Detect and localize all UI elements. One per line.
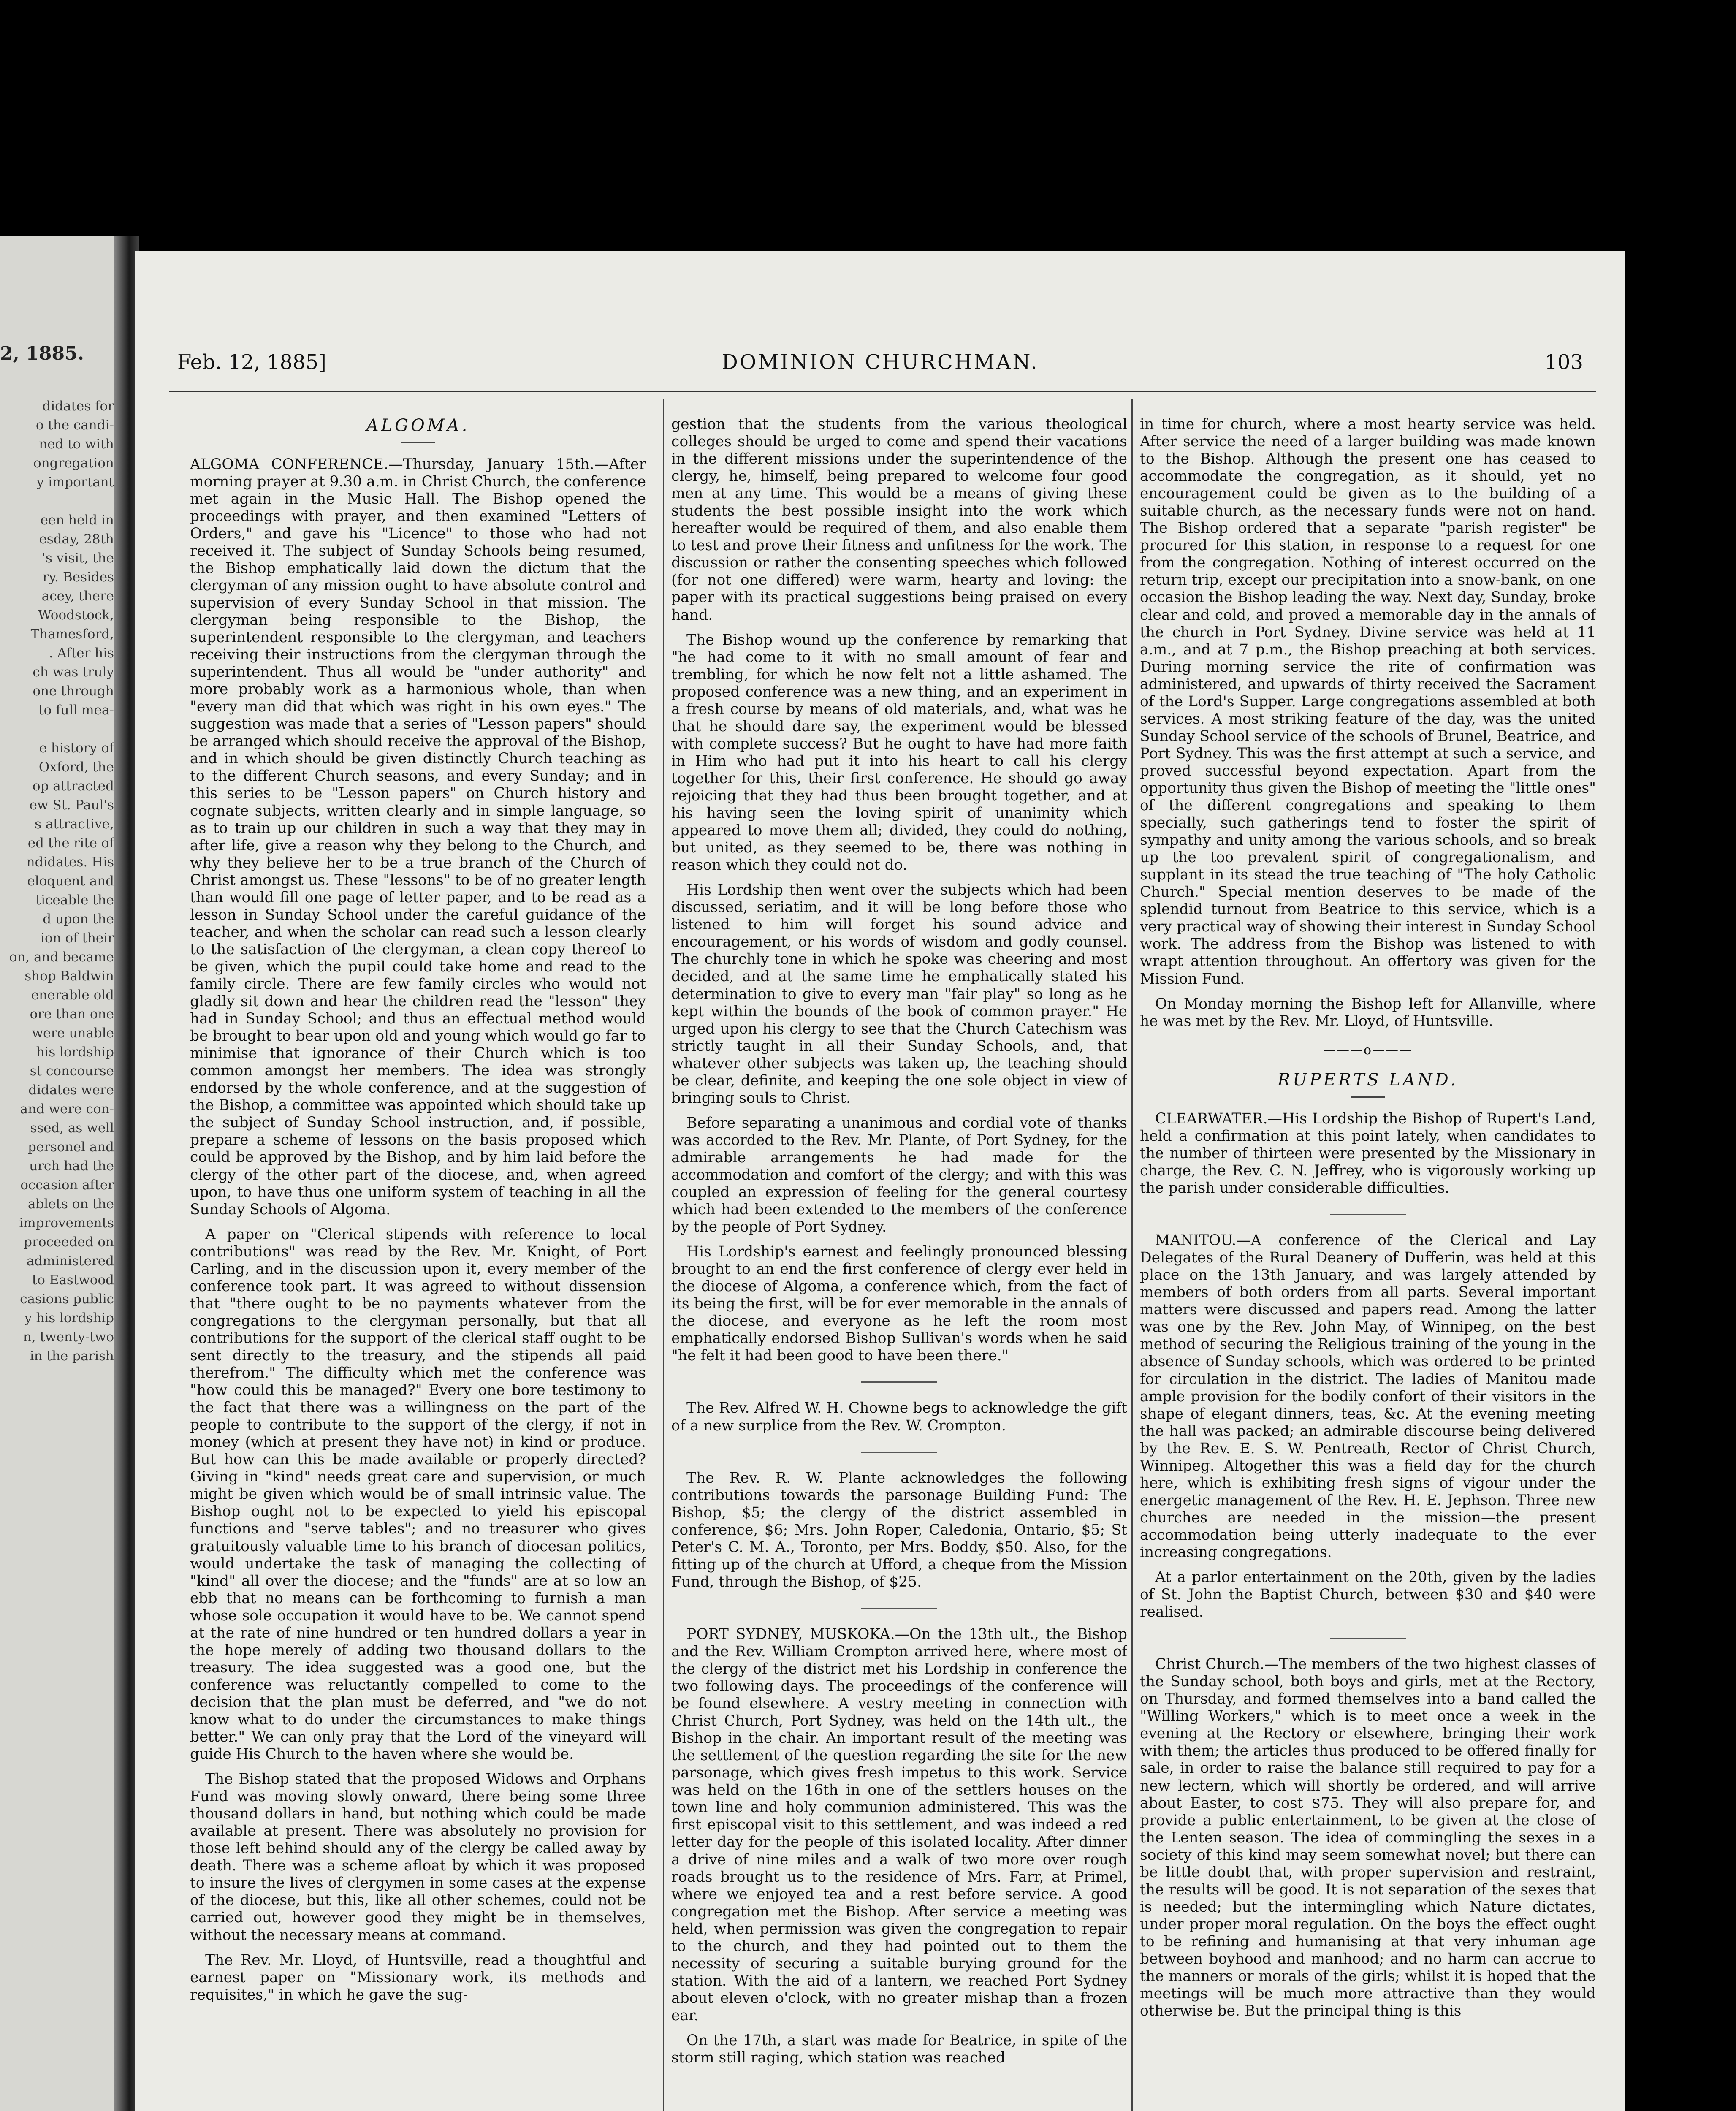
section-separator: ———o——— [1323, 1042, 1413, 1058]
facing-page-line: ablets on the [27, 1197, 114, 1212]
facing-page-line: ion of their [41, 931, 114, 946]
article-paragraph: MANITOU.—A conference of the Clerical and Lay Delegates of the Rural Deanery of Dufferin, was held at this place on the 13th January, and was largely attended by members of both orders from all parts. Several important matters were discussed and papers read. Among the latter was one by the Rev. John May, of Winnipeg, on the best method of securing the Religious training of the young in the absence of Sunday schools, which was ordered to be printed for circulation in the district. The ladies of Manitou made ample provision for the bodily confort of their visitors in the shape of elegant dinners, teas, &c. At the evening meeting the hall was packed; an admirable discourse being delivered by the Rev. E. S. W. Pentreath, Rector of Christ Church, Winnipeg. Altogether this was a field day for the church here, which is exhibiting fresh signs of vigour under the energetic management of the Rev. H. E. Jephson. Three new churches are needed in the mission—the present accommodation being utterly inadequate to the ever increasing congregations. [1140, 1232, 1596, 1561]
facing-page-line: y important [36, 475, 114, 490]
facing-page-line: ndidates. His [26, 855, 114, 870]
facing-page-fragment [0, 236, 114, 2111]
article-paragraph: PORT SYDNEY, MUSKOKA.—On the 13th ult., the Bishop and the Rev. William Crompton arrived here, where most of the clergy of the district met his Lordship in conference the two following days. The proceedings of the conference will be found elsewhere. A vestry meeting in connection with Christ Church, Port Sydney, was held on the 14th ult., the Bishop in the chair. An important result of the meeting was the settlement of the question regarding the site for the new parsonage, which gives fresh impetus to this work. Service was held on the 16th in one of the settlers houses on the town line and holy communion administered. This was the first episcopal visit to this settlement, and was indeed a red letter day for the people of this isolated locality. After dinner a drive of nine miles and a walk of two more over rough roads brought us to the residence of Mrs. Farr, at Primel, where we enjoyed tea and a rest before service. A good congregation met the Bishop. After service a meeting was held, when permission was given the congregation to repair to the church, and they had pointed out to them the necessity of securing a suitable burying ground for the station. With the aid of a lantern, we reached Port Sydney about eleven o'clock, with no greater mishap than a frozen ear. [671, 1625, 1127, 2024]
facing-page-line: administered [26, 1254, 114, 1269]
article-separator [1330, 1214, 1406, 1215]
article-paragraph: The Bishop wound up the conference by remarking that "he had come to it with no small amount of fear and trembling, for which he now felt not a little ashamed. The proposed conference was a new thing, and an experiment in a fresh course by means of old materials, and, what was he that he should dare say, the experiment would be blessed with complete success? But he ought to have had more faith in Him who had put it into his heart to call his clergy together for this, their first conference. He should go away rejoicing that they had thus been brought together, and at his having seen the loving spirit of unanimity which appeared to move them all; divided, they could do nothing, but united, as they seemed to be, there was nothing in reason which they could not do. [671, 631, 1127, 874]
heading-dash [401, 442, 435, 443]
page-number: 103 [1544, 350, 1583, 374]
facing-page-line: een held in [40, 513, 114, 528]
facing-page-line: on, and became [9, 950, 114, 965]
facing-page-line: . After his [49, 646, 114, 661]
facing-page-line: ticeable the [35, 893, 114, 908]
facing-page-line: st concourse [30, 1064, 114, 1079]
facing-page-line: ry. Besides [43, 570, 114, 585]
facing-page-line: ore than one [30, 1007, 114, 1022]
newspaper-page [135, 251, 1625, 2111]
facing-page-line: d upon the [43, 912, 114, 927]
facing-page-line: s attractive, [35, 817, 114, 832]
column-3 [1140, 416, 1596, 2111]
facing-page-line: casions public [20, 1292, 114, 1307]
facing-page-line [0, 720, 114, 739]
facing-page-line: ssed, as well [30, 1121, 114, 1136]
facing-page-line: e history of [39, 741, 114, 756]
facing-page-line: acey, there [41, 589, 114, 604]
facing-page-line: ned to with [39, 437, 114, 452]
article-paragraph: gestion that the students from the various theological colleges should be urged to come and spend their vacations in the different missions under the superintendence of the clergy, he, himself, being prepared to welcome four good men at any time. This would be a means of giving these students the best possible insight into the work which hereafter would be required of them, and also enable them to test and prove their fitness and unfitness for the work. The discussion or rather the consenting speeches which followed (for not one differed) were warm, hearty and loving: the paper with its practical suggestions being praised on every hand. [671, 416, 1127, 624]
article-separator [861, 1608, 937, 1609]
page-header [177, 350, 1583, 380]
heading-dash [1351, 1096, 1385, 1098]
article-paragraph: On the 17th, a start was made for Beatrice, in spite of the storm still raging, which station was reached [671, 2032, 1127, 2067]
facing-page-date: 2, 1885. [0, 343, 84, 364]
article-paragraph: Christ Church.—The members of the two highest classes of the Sunday school, both boys and girls, met at the Rectory, on Thursday, and formed themselves into a band called the "Willing Workers," which is to meet once a week in the evening at the Rectory or elsewhere, bringing their work with them; the articles thus produced to be offered finally for sale, in order to raise the balance still required to pay for a new lectern, which will shortly be ordered, and will arrive about Easter, to cost $75. They will also prepare for, and provide a public entertainment, to be given at the close of the Lenten season. The idea of commingling the sexes in a society of this kind may seem somewhat novel; but there can be little doubt that, with proper supervision and restraint, the results will be good. It is not separation of the sexes that is needed; but the intermingling which Nature dictates, under proper moral regulation. On the boys the effect ought to be refining and humanising at that very inhuman age between boyhood and manhood; and no harm can accrue to the manners or morals of the girls; whilst it is hoped that the meetings will be much more attractive than they would otherwise be. But the principal thing is this [1140, 1656, 1596, 2020]
column-1 [190, 416, 646, 2111]
column-rule-2 [1131, 399, 1133, 2111]
facing-page-line: proceeded on [24, 1235, 114, 1250]
facing-page-text [0, 397, 114, 1366]
article-paragraph: ALGOMA CONFERENCE.—Thursday, January 15th.—After morning prayer at 9.30 a.m. in Christ Church, the conference met again in the Music Hall. The Bishop opened the proceedings with prayer, and then examined "Letters of Orders," and gave his "Licence" to those who had not received it. The subject of Sunday Schools being resumed, the Bishop emphatically laid down the dictum that the clergyman of any mission ought to have absolute control and supervision of every Sunday School in that mission. The clergyman being responsible to the Bishop, the superintendent responsible to the clergyman, and teachers receiving their instructions from the clergyman through the superintendent. Thus all would be "under authority" and more probably work as a harmonious whole, than when "every man did that which was right in his own eyes." The suggestion was made that a series of "Lesson papers" should be arranged which should receive the approval of the Bishop, and in which should be given distinctly Church teaching as to the different Church seasons, and every Sunday; and in this series to be "Lesson papers" on Church history and cognate subjects, written clearly and in simple language, so as to train up our children in such a way that they may in after life, give a reason why they belong to the Church, and why they believe her to be a true branch of the Church of Christ amongst us. These "lessons" to be of no greater length than would fill one page of letter paper, and to be read as a lesson in Sunday School under the careful guidance of the teacher, and when the scholar can read such a lesson clearly to the satisfaction of the clergyman, a clean copy thereof to be given, which the pupil could take home and read to the family circle. There are few family circles who would not gladly sit down and hear the children read the "lesson" they had in Sunday School; and thus an effectual method would be brought to bear upon old and young which would go far to minimise that ignorance of their Church which is too common amongst her members. The idea was strongly endorsed by the whole conference, and at the suggestion of the Bishop, a committee was appointed which should take up the subject of Sunday School instruction, and, if possible, prepare a scheme of lessons on the basis proposed which could be approved by the Bishop, and by him laid before the clergy of the other part of the diocese, and, when agreed upon, to have thus one uniform system of teaching in all the Sunday Schools of Algoma. [190, 456, 646, 1218]
article-paragraph: His Lordship's earnest and feelingly pronounced blessing brought to an end the first conference of clergy ever held in the diocese of Algoma, a conference which, from the fact of its being the first, will be for ever memorable in the annals of the diocese, and everyone as he left the room most emphatically endorsed Bishop Sullivan's words when he said "he felt it had been good to have been there." [671, 1243, 1127, 1365]
article-separator [1330, 1638, 1406, 1639]
facing-page-line: improvements [19, 1216, 114, 1231]
facing-page-line: to full mea- [38, 703, 114, 718]
facing-page-line: enerable old [31, 988, 114, 1003]
facing-page-line: esday, 28th [39, 532, 114, 547]
facing-page-line: eloquent and [27, 874, 114, 889]
facing-page-line: urch had the [29, 1159, 114, 1174]
issue-date: Feb. 12, 1885] [177, 350, 326, 374]
article-separator [861, 1452, 937, 1453]
facing-page-line: op attracted [32, 779, 114, 794]
facing-page-line: Woodstock, [38, 608, 114, 623]
facing-page-line: one through [33, 684, 114, 699]
notice-paragraph: The Rev. R. W. Plante acknowledges the following contributions towards the parsonage Building Fund: The Bishop, $5; the clergy of the district assembled in conference, $6; Mrs. John Roper, Caledonia, Ontario, $5; St Peter's C. M. A., Toronto, per Mrs. Boddy, $50. Also, for the fitting up of the church at Ufford, a cheque from the Mission Fund, through the Bishop, of $25. [671, 1469, 1127, 1590]
facing-page-line: shop Baldwin [24, 969, 114, 984]
facing-page-line: and were con- [20, 1102, 114, 1117]
article-paragraph: Before separating a unanimous and cordial vote of thanks was accorded to the Rev. Mr. Plante, of Port Sydney, for the admirable arrangements he had made for the accommodation and comfort of the clergy; and with this was coupled an expression of feeling for the general courtesy which had been extended to the members of the conference by the people of Port Sydney. [671, 1114, 1127, 1236]
facing-page-line: y his lordship [24, 1311, 114, 1326]
facing-page-line: 's visit, the [42, 551, 114, 566]
facing-page-line: occasion after [20, 1178, 114, 1193]
facing-page-line: didates were [28, 1083, 114, 1098]
article-paragraph: On Monday morning the Bishop left for Allanville, where he was met by the Rev. Mr. Lloyd, of Huntsville. [1140, 995, 1596, 1030]
article-paragraph: CLEARWATER.—His Lordship the Bishop of Rupert's Land, held a confirmation at this point lately, when candidates to the number of thirteen were presented by the Missionary in charge, the Rev. C. N. Jeffrey, who is vigorously working up the parish under considerable difficulties. [1140, 1110, 1596, 1197]
article-paragraph: The Bishop stated that the proposed Widows and Orphans Fund was moving slowly onward, there being some three thousand dollars in hand, but nothing which could be made available at present. There was absolutely no provision for those left behind should any of the clergy be called away by death. There was a scheme afloat by which it was proposed to insure the lives of clergymen in some cases at the expense of the diocese, but this, like all other schemes, could not be carried out, however good they might be in themselves, without the necessary means at command. [190, 1771, 646, 1944]
facing-page-line: ed the rite of [27, 836, 114, 851]
facing-page-line: were unable [32, 1026, 114, 1041]
header-rule [169, 391, 1596, 392]
article-paragraph: His Lordship then went over the subjects which had been discussed, seriatim, and it will be long before those who listened to him will forget his sound advice and encouragement, or his words of wisdom and godly counsel. The churchly tone in which he spoke was cheering and most decided, and at the same time he emphatically stated his determination to give to every man "fair play" so long as he kept within the bounds of the book of common prayer." He urged upon his clergy to see that the Church Catechism was strictly taught in all their Sunday Schools, and, that whatever other subjects was taken up, the teaching should be clear, definite, and keeping the one sole object in view of bringing souls to Christ. [671, 882, 1127, 1107]
facing-page-line: o the candi- [35, 418, 114, 433]
facing-page-line: n, twenty-two [23, 1330, 114, 1345]
publication-title: DOMINION CHURCHMAN. [722, 350, 1039, 374]
article-paragraph: At a parlor entertainment on the 20th, given by the ladies of St. John the Baptist Church, between $30 and $40 were realised. [1140, 1569, 1596, 1621]
article-paragraph: A paper on "Clerical stipends with reference to local contributions" was read by the Rev. Mr. Knight, of Port Carling, and in the discussion upon it, every member of the conference took part. It was agreed to without dissension that "there ought to be no payments whatever from the congregations to the clergyman personally, but that all contributions for the support of the clerical staff ought to be sent directly to the treasury, and the stipends all paid therefrom." The difficulty which met the conference was "how could this be managed?" Every one bore testimony to the fact that there was a willingness on the part of the people to contribute to the support of the clergy, if not in money (which at present they have not) in kind or produce. But how can this be made available or properly directed? Giving in "kind" needs great care and supervision, or much might be given which would be of small intrinsic value. The Bishop ought not to be expected to yield his episcopal functions and "serve tables"; and no treasurer who gives gratuitously valuable time to his branch of diocesan politics, would undertake the task of managing the collecting of "kind" all over the diocese; and the "funds" are at so low an ebb that no means can be forthcoming to furnish a man whose sole occupation it would have to be. We cannot spend at the rate of nine hundred or ten hundred dollars a year in the hope merely of adding two thousand dollars to the treasury. The idea suggested was a good one, but the conference was reluctantly compelled to come to the decision that the plan must be deferred, and "we do not know what to do under the circumstances to make things better." We can only pray that the Lord of the vineyard will guide His Church to the haven where she would be. [190, 1226, 646, 1763]
article-paragraph: The Rev. Mr. Lloyd, of Huntsville, read a thoughtful and earnest paper on "Missionary work, its methods and requisites," in which he gave the sug- [190, 1951, 646, 2003]
facing-page-line: ew St. Paul's [29, 798, 114, 813]
facing-page-line: his lordship [36, 1045, 114, 1060]
section-heading-ruperts-land: RUPERTS LAND. [1278, 1070, 1458, 1090]
facing-page-line: to Eastwood [32, 1273, 114, 1288]
facing-page-line: personel and [28, 1140, 114, 1155]
column-2 [671, 416, 1127, 2111]
notice-paragraph: The Rev. Alfred W. H. Chowne begs to acknowledge the gift of a new surplice from the Rev. W. Crompton. [671, 1400, 1127, 1434]
facing-page-line [0, 492, 114, 511]
facing-page-line: Thamesford, [30, 627, 114, 642]
facing-page-line: ch was truly [33, 665, 114, 680]
article-separator [861, 1381, 937, 1383]
facing-page-line: didates for [42, 399, 114, 414]
facing-page-line: Oxford, the [38, 760, 114, 775]
column-rule-1 [663, 399, 664, 2111]
facing-page-line: in the parish [30, 1349, 114, 1364]
article-paragraph: in time for church, where a most hearty service was held. After service the need of a larger building was made known to the Bishop. Although the present one has ceased to accommodate the congregation, as it should, yet no encouragement could be given as to the building of a suitable church, as the necessary funds were not on hand. The Bishop ordered that a separate "parish register" be procured for this station, in response to a request for one from the congregation. Nothing of interest occurred on the return trip, except our precipitation into a snow-bank, on one occasion the Bishop leading the way. Next day, Sunday, broke clear and cold, and proved a memorable day in the annals of the church in Port Sydney. Divine service was held at 11 a.m., and at 7 p.m., the Bishop preaching at both services. During morning service the rite of confirmation was administered, and upwards of thirty received the Sacrament of the Lord's Supper. Large congregations assembled at both services. A most striking feature of the day, was the united Sunday School service of the schools of Brunel, Beatrice, and Port Sydney. This was the first attempt at such a service, and proved successful beyond expectation. Apart from the opportunity thus given the Bishop of meeting the "little ones" of the different congregations and speaking to them specially, such gatherings tend to foster the spirit of sympathy and unity among the various schools, and so break up the too prevalent spirit of congregationalism, and supplant in its stead the true teaching of "The holy Catholic Church." Special mention deserves to be made of the splendid turnout from Beatrice to this service, which is a very practical way of showing their interest in Sunday School work. The address from the Bishop was listened to with wrapt attention throughout. An offertory was given for the Mission Fund. [1140, 416, 1596, 988]
section-heading-algoma: ALGOMA. [366, 416, 470, 435]
facing-page-line: ongregation [33, 456, 114, 471]
